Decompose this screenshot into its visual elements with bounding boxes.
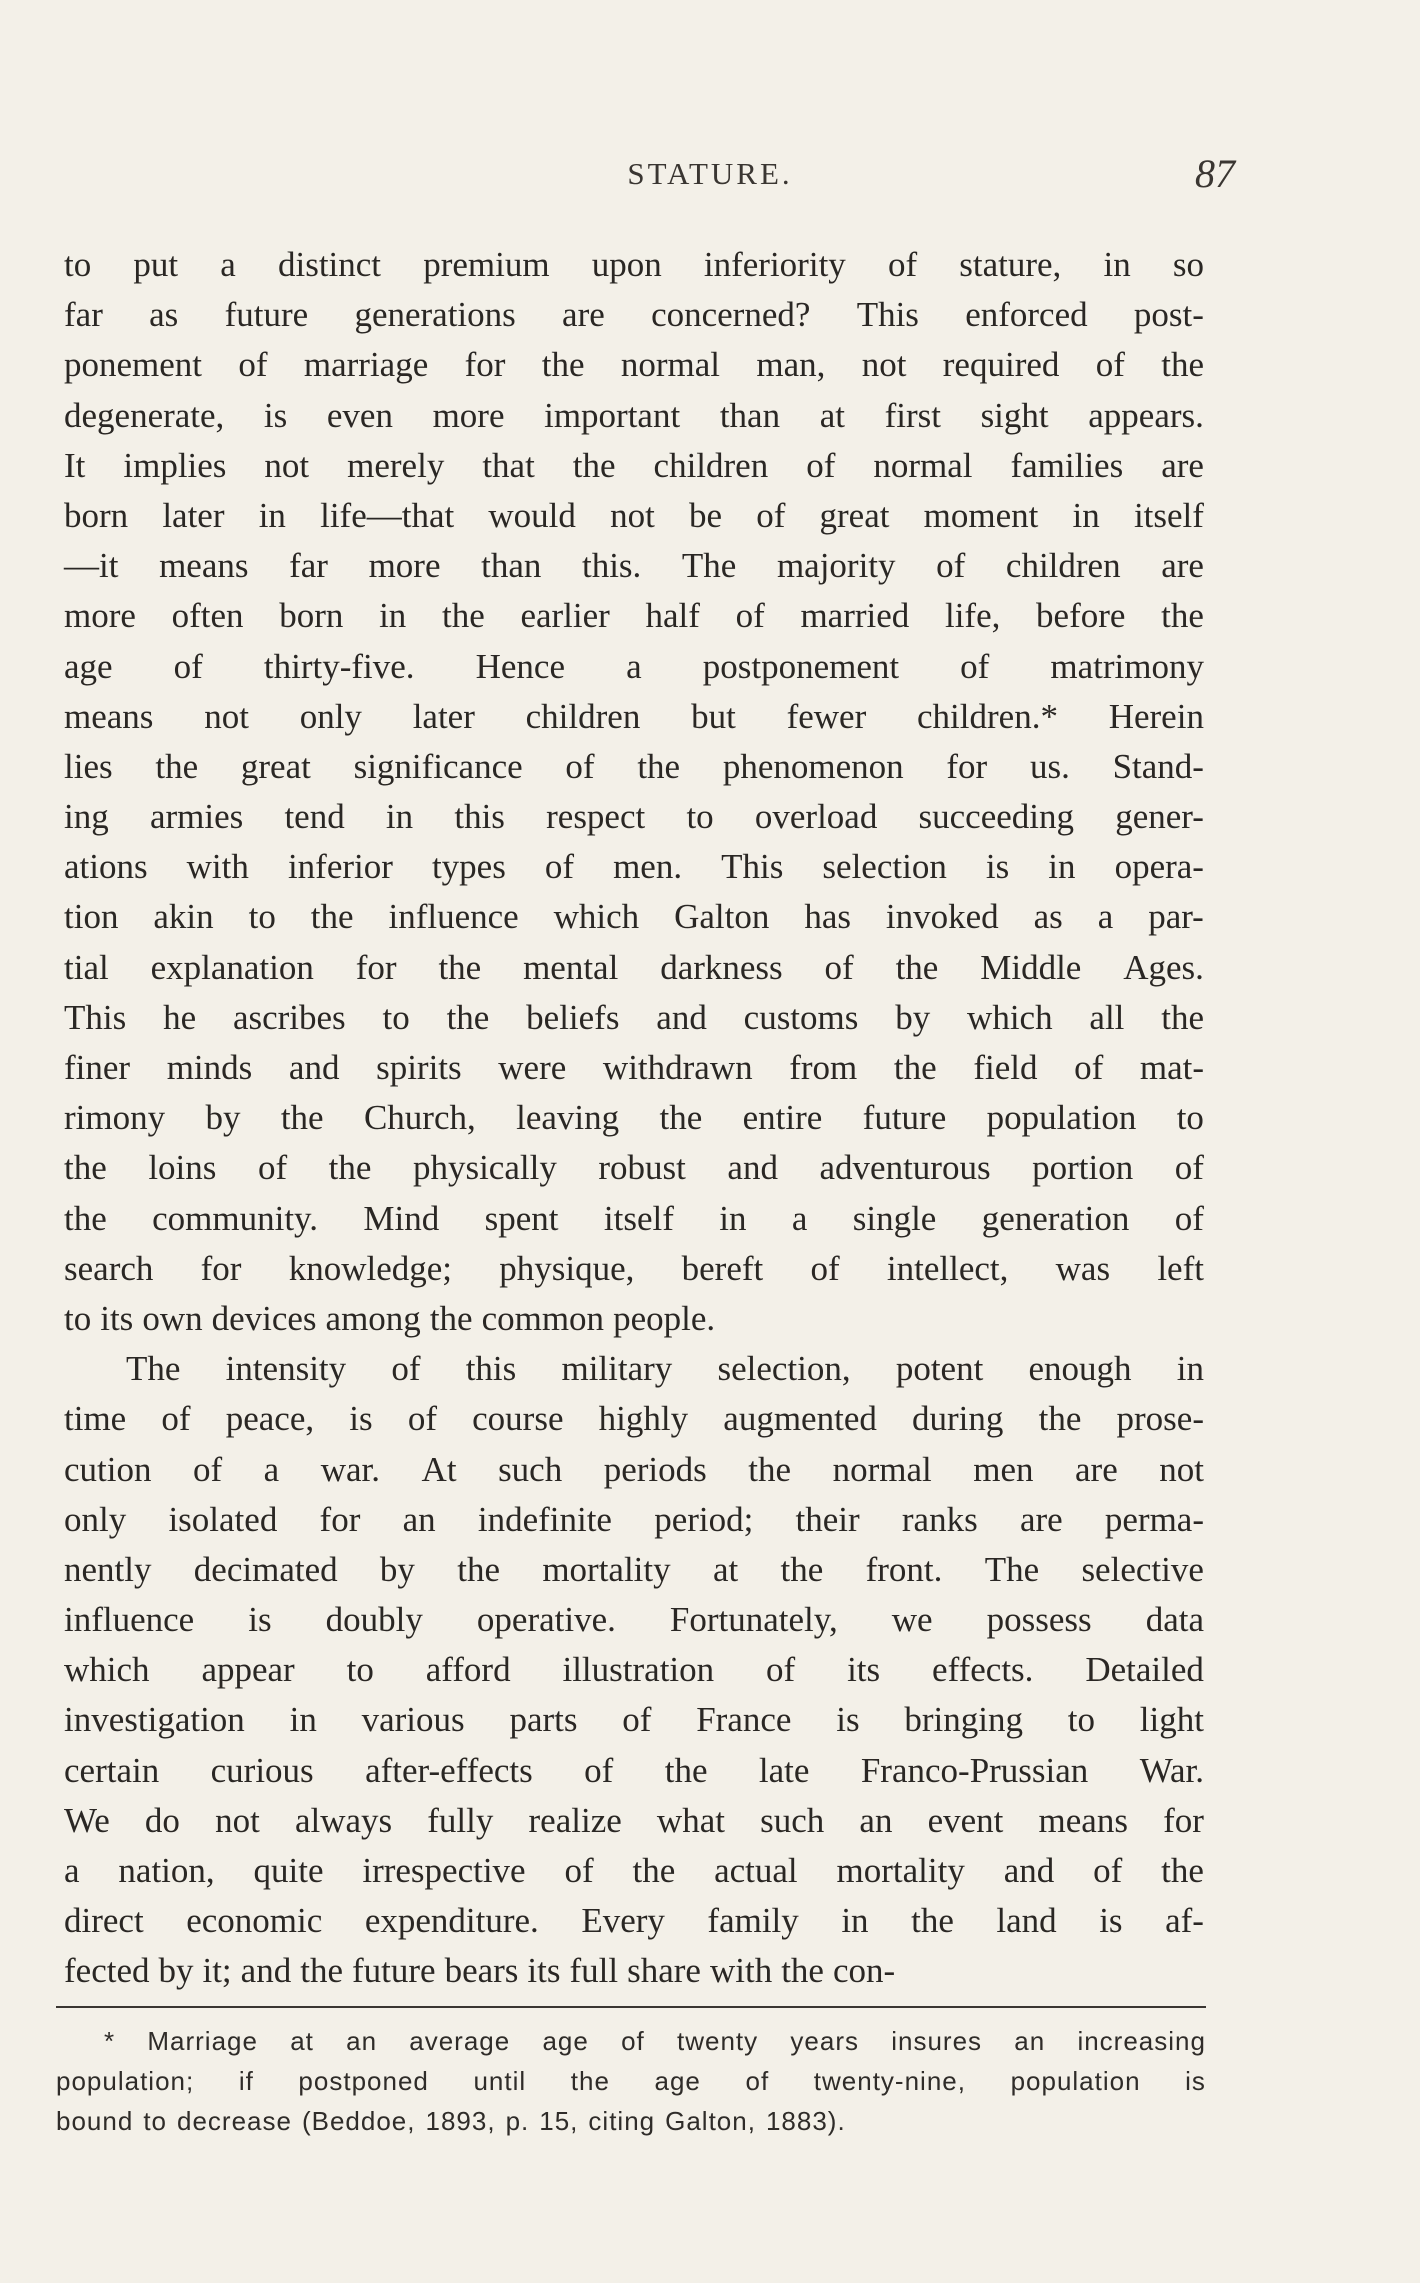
footnote-line: population; if postponed until the age of twenty-nine, population is (56, 2066, 1206, 2096)
text-line: means not only later children but fewer children.* Herein (64, 696, 1204, 736)
text-line: We do not always fully realize what such an event means for (64, 1800, 1204, 1840)
text-line: fected by it; and the future bears its full share with the con- (64, 1951, 896, 1991)
text-line: ing armies tend in this respect to overload succeeding gener- (64, 797, 1204, 837)
text-line: lies the great significance of the phenomenon for us. Stand- (64, 746, 1204, 786)
text-line: influence is doubly operative. Fortunately, we possess data (64, 1600, 1204, 1640)
text-line: only isolated for an indefinite period; their ranks are perma- (64, 1499, 1204, 1539)
text-line: investigation in various parts of France is bringing to light (64, 1700, 1204, 1740)
text-line: time of peace, is of course highly augmented during the prose- (64, 1399, 1204, 1439)
footnote-rule (56, 2006, 1206, 2008)
text-line: —it means far more than this. The majority of children are (64, 546, 1204, 586)
text-line: a nation, quite irrespective of the actual mortality and of the (64, 1851, 1204, 1890)
text-line: degenerate, is even more important than at first sight appears. (64, 395, 1204, 435)
text-line: far as future generations are concerned? This enforced post- (64, 295, 1204, 335)
page-number: 87 (1195, 151, 1235, 196)
text-line: cution of a war. At such periods the normal men are not (64, 1449, 1204, 1489)
text-line: age of thirty-five. Hence a postponement of matrimony (64, 646, 1204, 686)
text-line: more often born in the earlier half of married life, before the (64, 596, 1204, 636)
text-line: which appear to afford illustration of its effects. Detailed (64, 1650, 1204, 1690)
text-line: search for knowledge; physique, bereft of intellect, was left (64, 1248, 1204, 1288)
text-line: tial explanation for the mental darkness of the Middle Ages. (64, 947, 1204, 987)
footnote (56, 2021, 1206, 2141)
text-line: certain curious after-effects of the late Franco-Prussian War. (64, 1750, 1204, 1790)
text-line: the loins of the physically robust and adventurous portion of (64, 1148, 1204, 1188)
footnote-line: * Marriage at an average age of twenty years insures an increasing (104, 2026, 1206, 2056)
text-line: born later in life—that would not be of great moment in itself (64, 495, 1204, 535)
text-line: The intensity of this military selection, potent enough in (126, 1349, 1204, 1389)
running-head: STATURE. (627, 156, 793, 191)
text-line: the community. Mind spent itself in a single generation of (64, 1198, 1204, 1238)
footnote-line: bound to decrease (Beddoe, 1893, p. 15, citing Galton, 1883). (56, 2106, 846, 2136)
text-line: to put a distinct premium upon inferiority of stature, in so (64, 245, 1204, 284)
text-line: This he ascribes to the beliefs and customs by which all the (64, 997, 1204, 1037)
text-line: ations with inferior types of men. This selection is in opera- (64, 847, 1204, 887)
text-line: rimony by the Church, leaving the entire future population to (64, 1098, 1204, 1138)
body-text (64, 240, 1204, 1997)
text-line: It implies not merely that the children of normal families are (64, 445, 1204, 485)
text-line: to its own devices among the common people. (64, 1298, 716, 1338)
text-line: nently decimated by the mortality at the front. The selective (64, 1549, 1204, 1589)
text-line: direct economic expenditure. Every family in the land is af- (64, 1901, 1204, 1941)
text-line: finer minds and spirits were withdrawn from the field of mat- (64, 1048, 1204, 1087)
text-line: tion akin to the influence which Galton has invoked as a par- (64, 897, 1204, 937)
text-line: ponement of marriage for the normal man, not required of the (64, 345, 1204, 385)
